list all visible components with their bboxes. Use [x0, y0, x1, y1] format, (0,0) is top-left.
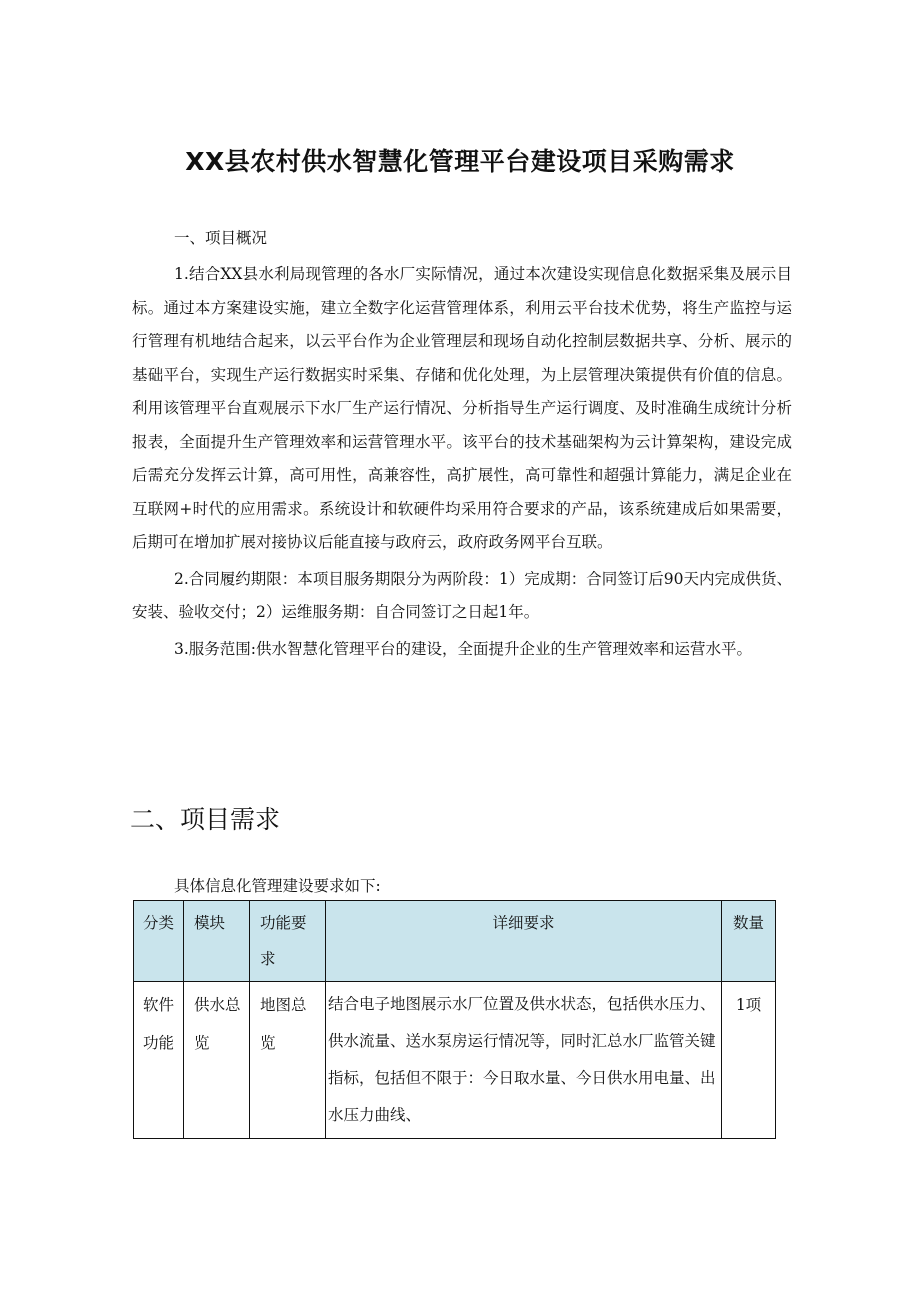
requirements-table [133, 900, 776, 1139]
paragraph-overview-1: 1.结合XX县水利局现管理的各水厂实际情况，通过本次建设实现信息化数据采集及展示目标。通过本方案建设实施，建立全数字化运营管理体系，利用云平台技术优势，将生产监控与运行管理有机地结合起来，以云平台作为企业管理层和现场自动化控制层数据共享、分析、展示的基础平台，实现生产运行数据实时采集、存储和优化处理，为上层管理决策提供有价值的信息。利用该管理平台直观展示下水厂生产运行情况、分析指导生产运行调度、及时准确生成统计分析报表，全面提升生产管理效率和运营管理水平。该平台的技术基础架构为云计算架构，建设完成后需充分发挥云计算，高可用性，高兼容性，高扩展性，高可靠性和超强计算能力，满足企业在互联网+时代的应用需求。系统设计和软硬件均采用符合要求的产品，该系统建成后如果需要，后期可在增加扩展对接协议后能直接与政府云，政府政务网平台互联。 [132, 265, 792, 551]
section-heading-overview: 一、项目概况 [174, 229, 268, 247]
header-quantity: 数量 [722, 901, 776, 982]
cell-category: 软件功能 [134, 982, 184, 1139]
section-project-overview [132, 226, 792, 666]
cell-function: 地图总览 [250, 982, 326, 1139]
header-module: 模块 [184, 901, 250, 982]
cell-quantity: 1项 [722, 982, 776, 1139]
paragraph-service-scope: 3.服务范围:供水智慧化管理平台的建设，全面提升企业的生产管理效率和运营水平。 [174, 639, 753, 658]
header-detail: 详细要求 [326, 901, 722, 982]
table-intro-text: 具体信息化管理建设要求如下: [174, 877, 381, 895]
cell-module: 供水总览 [184, 982, 250, 1139]
section-heading-requirements: 二、项目需求 [130, 805, 281, 834]
document-title: XX县农村供水智慧化管理平台建设项目采购需求 [185, 147, 735, 176]
table-header-row [134, 901, 776, 982]
cell-detail: 结合电子地图展示水厂位置及供水状态，包括供水压力、供水流量、送水泵房运行情况等，同时汇总水厂监管关键指标，包括但不限于：今日取水量、今日供水用电量、出水压力曲线、 [326, 982, 722, 1139]
table-row [134, 982, 776, 1139]
header-function: 功能要求 [250, 901, 326, 982]
header-category: 分类 [134, 901, 184, 982]
paragraph-contract-period: 2.合同履约期限：本项目服务期限分为两阶段：1）完成期：合同签订后90天内完成供货、安装、验收交付；2）运维服务期：自合同签订之日起1年。 [132, 569, 792, 621]
